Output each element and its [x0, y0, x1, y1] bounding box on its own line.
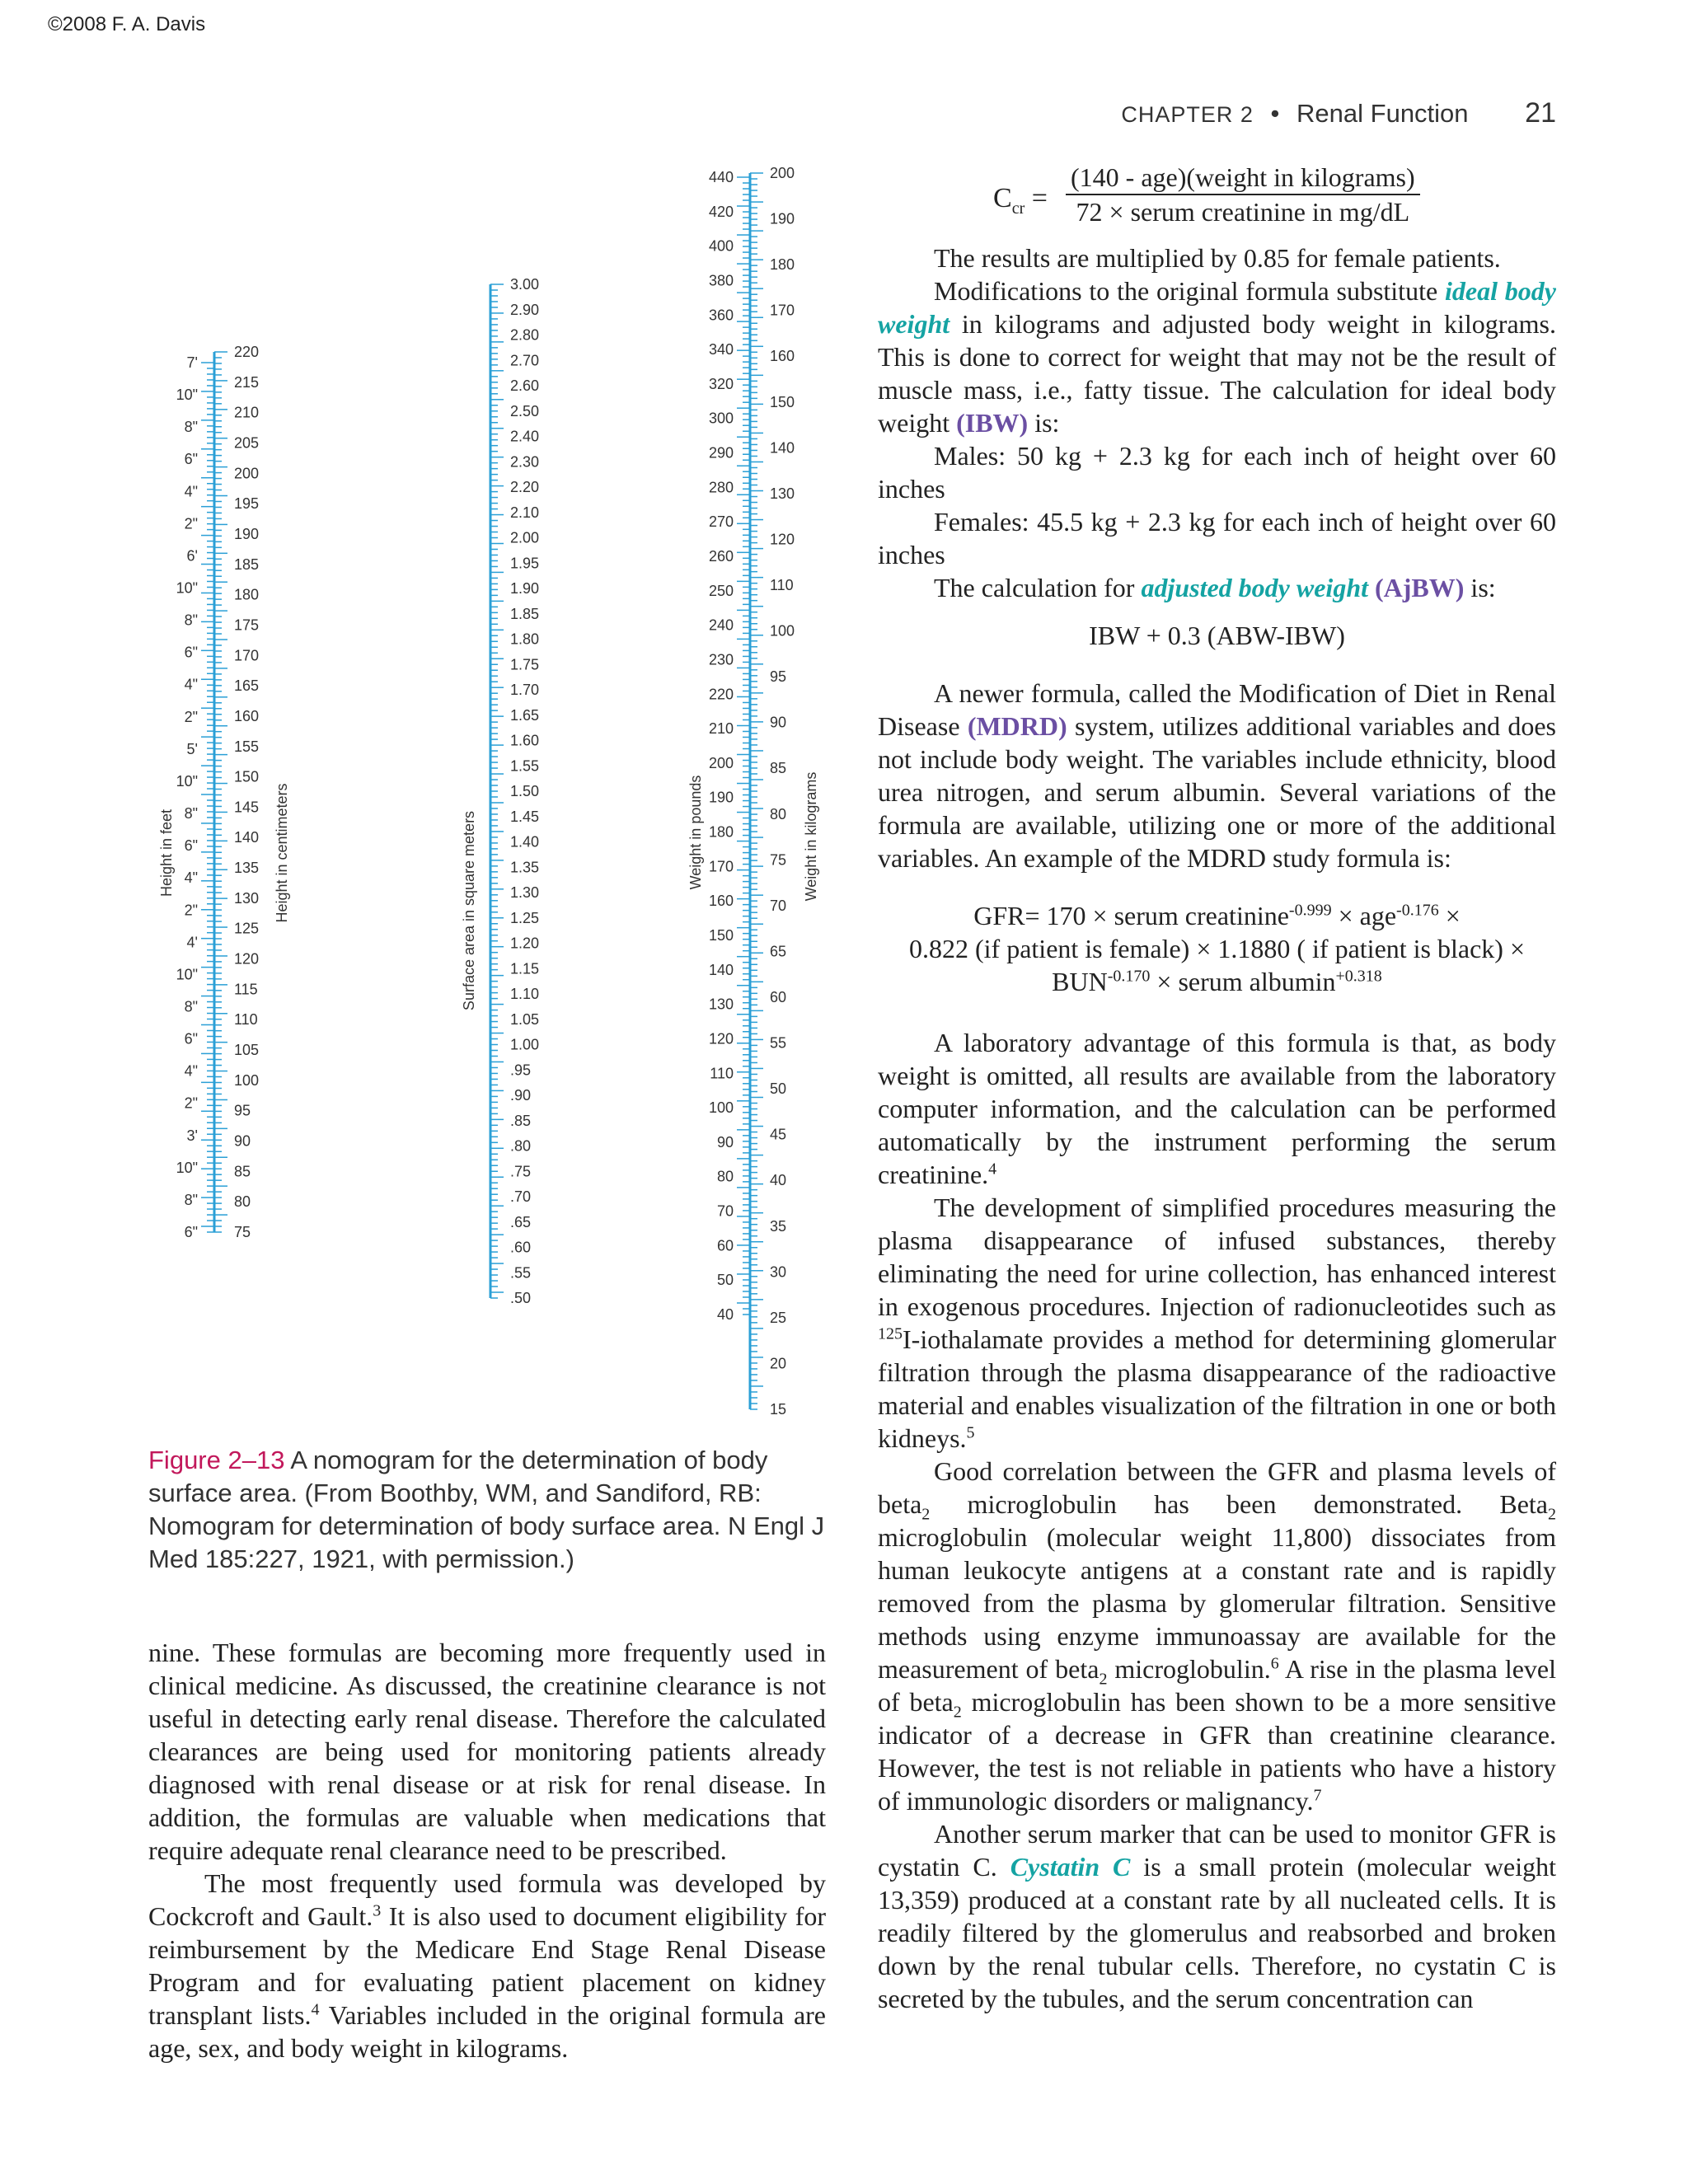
- numerator: (140 - age)(weight in kilograms): [1066, 161, 1420, 195]
- surface-area-tick-label: 1.80: [510, 630, 540, 648]
- surface-area-tick-label: 1.25: [510, 909, 540, 926]
- text: is:: [1464, 573, 1496, 602]
- text: × serum albumin: [1150, 967, 1336, 996]
- weight-lb-tick-label: 230: [708, 651, 734, 668]
- weight-kg-tick-label: 50: [770, 1080, 787, 1098]
- page-number: 21: [1525, 97, 1556, 129]
- height-feet-tick-label: 10": [176, 387, 198, 404]
- surface-area-tick-label: 1.90: [510, 580, 540, 597]
- height-feet-tick-label: 2": [184, 902, 198, 919]
- height-cm-tick-label: 150: [234, 768, 260, 785]
- surface-area-tick-label: 1.85: [510, 605, 540, 622]
- surface-area-tick-label: .90: [510, 1087, 532, 1104]
- reference: 7: [1313, 1786, 1322, 1805]
- height-cm-tick-label: 85: [234, 1163, 251, 1180]
- isotope-mass: 125: [878, 1324, 903, 1343]
- weight-lb-tick-label: 190: [708, 789, 734, 806]
- text: A newer formula, called the Modification of Diet in Renal Disease: [878, 678, 1556, 741]
- weight-kg-tick-label: 150: [770, 393, 795, 410]
- reference: 6: [1270, 1654, 1279, 1673]
- height-feet-tick-label: 4": [184, 1062, 198, 1080]
- height-cm-tick-label: 160: [234, 707, 260, 724]
- body-surface-area-nomogram: [124, 161, 824, 1430]
- surface-area-tick-label: 1.95: [510, 555, 540, 572]
- reference: 5: [966, 1423, 975, 1442]
- equals-sign: =: [1031, 183, 1048, 213]
- weight-kg-tick-label: 120: [770, 531, 795, 548]
- weight-kg-tick-label: 180: [770, 256, 795, 274]
- surface-area-tick-label: .95: [510, 1062, 532, 1079]
- text: I-iothalamate provides a method for determining glomerular filtration through the plasma disappearance of the radioactive material and enables visualization of the filtration in one or both kidneys.: [878, 1324, 1556, 1453]
- height-cm-tick-label: 195: [234, 495, 260, 513]
- weight-lb-tick-label: 400: [708, 237, 734, 255]
- weight-kg-tick-label: 100: [770, 622, 795, 640]
- weight-kg-tick-label: 55: [770, 1034, 787, 1052]
- adjusted-weight-formula: IBW + 0.3 (ABW-IBW): [1089, 621, 1345, 650]
- weight-lb-tick-label: 100: [708, 1099, 734, 1117]
- subscript: 2: [921, 1505, 931, 1524]
- height-cm-tick-label: 120: [234, 950, 260, 968]
- height-cm-tick-label: 80: [234, 1193, 251, 1211]
- text: The most frequently used formula was developed by Cockcroft and Gault.: [148, 1868, 826, 1931]
- text: The development of simplified procedures measuring the plasma disappearance of infused substances, thereby eliminating the need for urine collection, has enhanced interest in exogenous procedures. Injection of radionucleotides such as: [878, 1193, 1556, 1321]
- right-column: [878, 161, 1556, 2015]
- height-cm-tick-label: 125: [234, 920, 260, 937]
- weight-lb-tick-label: 270: [708, 513, 734, 531]
- paragraph: Males: 50 kg + 2.3 kg for each inch of height over 60 inches: [878, 441, 1556, 504]
- equation-line: [878, 899, 1556, 932]
- surface-area-tick-label: .55: [510, 1264, 532, 1282]
- height-cm-label: Height in centimeters: [274, 783, 290, 923]
- height-feet-tick-label: 4": [184, 676, 198, 693]
- weight-lb-tick-label: 70: [716, 1202, 734, 1220]
- height-feet-label: Height in feet: [158, 808, 175, 898]
- surface-area-tick-label: .85: [510, 1112, 532, 1129]
- weight-lb-tick-label: 280: [708, 479, 734, 496]
- height-feet-tick-label: 2": [184, 515, 198, 532]
- height-feet-tick-label: 6': [186, 547, 198, 565]
- surface-area-tick-label: 2.00: [510, 529, 540, 546]
- weight-kg-tick-label: 65: [770, 943, 787, 960]
- copyright-notice: ©2008 F. A. Davis: [48, 13, 206, 35]
- weight-lb-tick-label: 60: [716, 1237, 734, 1254]
- equation-line: 0.822 (if patient is female) × 1.1880 ( if patient is black) ×: [909, 934, 1525, 963]
- paragraph: [878, 1455, 1556, 1817]
- key-term-adjusted-body-weight: adjusted body weight: [1141, 573, 1368, 602]
- weight-lb-tick-label: 340: [708, 341, 734, 359]
- ccr-c: C: [993, 183, 1012, 213]
- weight-lb-tick-label: 210: [708, 720, 734, 738]
- figure-caption: [148, 1444, 841, 1576]
- surface-area-tick-label: .60: [510, 1239, 532, 1256]
- surface-area-tick-label: 1.05: [510, 1010, 540, 1028]
- abbrev-ibw: (IBW): [956, 408, 1029, 438]
- weight-kg-tick-label: 40: [770, 1172, 787, 1189]
- surface-area-tick-label: .70: [510, 1188, 532, 1205]
- weight-lb-tick-label: 300: [708, 410, 734, 427]
- weight-lb-tick-label: 180: [708, 823, 734, 841]
- subscript: 2: [1548, 1505, 1556, 1524]
- fraction: [1066, 161, 1420, 228]
- reference: 3: [373, 1901, 382, 1920]
- weight-kg-tick-label: 70: [770, 897, 787, 914]
- weight-lb-tick-label: 130: [708, 996, 734, 1013]
- height-cm-tick-label: 175: [234, 616, 260, 634]
- abbrev-mdrd: (MDRD): [967, 711, 1067, 741]
- surface-area-tick-label: 1.15: [510, 960, 540, 977]
- key-term-ideal-body-weight: ideal body weight: [878, 276, 1556, 339]
- reference: 4: [311, 2000, 320, 2019]
- height-feet-tick-label: 6": [184, 451, 198, 468]
- text: Good correlation between the GFR and plasma levels of beta: [878, 1456, 1556, 1519]
- text: Modifications to the original formula substitute: [934, 276, 1445, 306]
- weight-kg-tick-label: 25: [770, 1309, 787, 1326]
- weight-lb-tick-label: 360: [708, 307, 734, 324]
- weight-lb-tick-label: 110: [710, 1065, 734, 1082]
- weight-lb-tick-label: 240: [708, 616, 734, 634]
- weight-lb-tick-label: 50: [716, 1272, 734, 1289]
- exponent: -0.170: [1107, 967, 1151, 986]
- weight-lb-tick-label: 80: [716, 1168, 734, 1185]
- weight-lb-tick-label: 380: [708, 272, 734, 289]
- height-feet-tick-label: 10": [176, 579, 198, 597]
- text: in kilograms and adjusted body weight in kilograms. This is done to correct for weight that may not be the result of muscle mass, i.e., fatty tissue. The calculation for ideal body weight: [878, 309, 1556, 438]
- key-term-cystatin-c: Cystatin C: [1010, 1852, 1131, 1882]
- equation-line: [878, 965, 1556, 998]
- weight-lb-tick-label: 200: [708, 754, 734, 771]
- weight-kg-tick-label: 160: [770, 348, 795, 365]
- exponent: -0.176: [1396, 901, 1439, 920]
- height-cm-tick-label: 95: [234, 1102, 251, 1119]
- paragraph: [878, 1191, 1556, 1455]
- weight-lb-tick-label: 160: [708, 893, 734, 910]
- height-feet-tick-label: 4": [184, 869, 198, 887]
- height-feet-tick-label: 10": [176, 772, 198, 790]
- surface-area-tick-label: 3.00: [510, 276, 540, 293]
- surface-area-tick-label: .80: [510, 1137, 532, 1155]
- weight-lb-tick-label: 90: [716, 1133, 734, 1151]
- height-cm-tick-label: 140: [234, 829, 260, 846]
- weight-lb-tick-label: 120: [708, 1030, 734, 1047]
- surface-area-tick-label: 2.10: [510, 504, 540, 521]
- section-title: Renal Function: [1296, 99, 1469, 128]
- weight-kg-tick-label: 45: [770, 1126, 787, 1143]
- weight-kg-tick-label: 130: [770, 485, 795, 502]
- height-feet-tick-label: 6": [184, 837, 198, 855]
- height-cm-tick-label: 170: [234, 647, 260, 664]
- height-cm-tick-label: 190: [234, 525, 260, 542]
- text: system, utilizes additional variables and does not include body weight. The variables include ethnicity, blood urea nitrogen, and serum albumin. Several variations of the formula are available, utilizing one or more of the additional variables. An example of the MDRD study formula is:: [878, 711, 1557, 873]
- weight-lb-tick-label: 440: [708, 169, 734, 185]
- weight-kg-tick-label: 75: [770, 851, 787, 869]
- text: Variables included in the original formula are age, sex, and body weight in kilograms.: [148, 2000, 827, 2063]
- height-feet-tick-label: 6": [184, 644, 198, 661]
- text: microglobulin has been demonstrated. Beta: [930, 1489, 1548, 1519]
- surface-area-tick-label: 1.40: [510, 833, 540, 851]
- weight-kg-tick-label: 15: [770, 1401, 787, 1418]
- height-feet-tick-label: 8": [184, 805, 198, 823]
- weight-kg-tick-label: 20: [770, 1355, 787, 1372]
- paragraph: The results are multiplied by 0.85 for female patients.: [934, 243, 1501, 273]
- weight-kg-label: Weight in kilograms: [803, 771, 819, 902]
- text: It is also used to document eligibility for reimbursement by the Medicare End Stage Renal Disease Program and for evaluating patient placement on kidney transplant lists.: [148, 1901, 827, 2030]
- height-feet-tick-label: 2": [184, 708, 198, 725]
- height-feet-tick-label: 8": [184, 612, 198, 629]
- ccr-symbol: [993, 182, 1048, 218]
- height-cm-tick-label: 135: [234, 860, 260, 877]
- height-cm-tick-label: 110: [234, 1011, 258, 1029]
- weight-kg-tick-label: 190: [770, 210, 795, 227]
- weight-lb-tick-label: 420: [708, 203, 734, 220]
- text: is:: [1028, 408, 1060, 438]
- surface-area-tick-label: .75: [510, 1163, 532, 1180]
- weight-lb-tick-label: 220: [708, 686, 734, 703]
- weight-lb-tick-label: 150: [708, 927, 734, 944]
- denominator: 72 × serum creatinine in mg/dL: [1076, 197, 1410, 227]
- height-cm-tick-label: 130: [234, 889, 260, 907]
- text: BUN: [1052, 967, 1108, 996]
- text: ×: [1438, 901, 1461, 930]
- height-feet-tick-label: 8": [184, 1191, 198, 1208]
- paragraph: [878, 677, 1556, 874]
- weight-kg-tick-label: 170: [770, 302, 795, 319]
- surface-area-tick-label: 2.50: [510, 402, 540, 419]
- weight-kg-tick-label: 80: [770, 805, 787, 823]
- surface-area-tick-label: 1.75: [510, 656, 540, 673]
- abbrev-ajbw: (AjBW): [1375, 573, 1465, 602]
- surface-area-tick-label: 1.30: [510, 884, 540, 901]
- height-cm-tick-label: 165: [234, 677, 260, 695]
- running-head: [1121, 97, 1556, 129]
- bullet: •: [1270, 99, 1280, 128]
- surface-area-tick-label: 1.10: [510, 986, 540, 1002]
- surface-area-tick-label: 1.55: [510, 757, 540, 775]
- paragraph: [878, 274, 1556, 439]
- weight-lb-label: Weight in pounds: [687, 775, 704, 890]
- weight-lb-tick-label: 260: [708, 548, 734, 565]
- weight-lb-tick-label: 290: [708, 444, 734, 462]
- text: The calculation for: [934, 573, 1142, 602]
- weight-kg-tick-label: 95: [770, 668, 787, 686]
- text: × age: [1331, 901, 1397, 930]
- height-cm-tick-label: 105: [234, 1042, 260, 1059]
- exponent: -0.999: [1288, 901, 1332, 920]
- height-cm-tick-label: 220: [234, 344, 260, 360]
- subscript: 2: [953, 1703, 962, 1722]
- text: GFR= 170 × serum creatinine: [973, 901, 1289, 930]
- height-feet-tick-label: 10": [176, 1159, 198, 1176]
- reference: 4: [988, 1160, 997, 1179]
- surface-area-tick-label: .65: [510, 1213, 532, 1230]
- chapter-label: CHAPTER 2: [1121, 102, 1254, 127]
- paragraph: nine. These formulas are becoming more frequently used in clinical medicine. As discussed, the creatinine clearance is not useful in detecting early renal disease. Therefore the calculated clearances are being used for monitoring patients already diagnosed with renal disease or at risk for renal disease. In addition, the formulas are valuable when medications that require adequate renal clearance need to be prescribed.: [148, 1638, 826, 1865]
- text: microglobulin (molecular weight 11,800) dissociates from human leukocyte antigens at a constant rate and is rapidly removed from the plasma by glomerular filtration. Sensitive methods using enzyme immunoassay are available for the measurement of beta: [878, 1522, 1556, 1684]
- height-feet-tick-label: 4": [184, 483, 198, 500]
- height-feet-tick-label: 7': [186, 354, 198, 371]
- paragraph: [878, 1026, 1556, 1191]
- surface-area-tick-label: 1.00: [510, 1036, 540, 1053]
- surface-area-tick-label: 2.60: [510, 377, 540, 394]
- text: A rise in the plasma level of beta: [878, 1654, 1557, 1717]
- weight-kg-tick-label: 110: [770, 577, 794, 593]
- paragraph: [878, 571, 1556, 604]
- height-cm-tick-label: 90: [234, 1132, 251, 1150]
- surface-area-tick-label: 1.70: [510, 682, 540, 698]
- mdrd-equation: [878, 899, 1556, 998]
- height-cm-tick-label: 185: [234, 555, 260, 573]
- text: microglobulin has been shown to be a more sensitive indicator of a decrease in GFR than creatinine clearance. However, the test is not reliable in patients who have a history of immunologic disorders or malignancy.: [878, 1687, 1557, 1816]
- height-feet-tick-label: 6": [184, 1030, 198, 1047]
- weight-lb-tick-label: 250: [708, 582, 734, 599]
- surface-area-tick-label: 2.30: [510, 453, 540, 471]
- height-feet-tick-label: 8": [184, 998, 198, 1015]
- cockcroft-gault-equation: [878, 161, 1556, 235]
- surface-area-tick-label: 2.40: [510, 428, 540, 445]
- surface-area-tick-label: 1.65: [510, 706, 540, 724]
- height-cm-tick-label: 205: [234, 434, 260, 452]
- height-feet-tick-label: 6": [184, 1224, 198, 1240]
- surface-area-label: Surface area in square meters: [461, 810, 477, 1011]
- weight-lb-tick-label: 320: [708, 375, 734, 392]
- height-cm-tick-label: 180: [234, 586, 260, 603]
- height-feet-tick-label: 10": [176, 966, 198, 983]
- weight-lb-tick-label: 40: [716, 1306, 734, 1323]
- height-cm-tick-label: 75: [234, 1224, 251, 1240]
- paragraph: [878, 1817, 1556, 2015]
- height-feet-tick-label: 2": [184, 1094, 198, 1112]
- ccr-sub: cr: [1011, 199, 1025, 218]
- subscript: 2: [1099, 1670, 1108, 1689]
- paragraph: [148, 1867, 826, 2064]
- surface-area-tick-label: 2.20: [510, 479, 540, 495]
- height-feet-tick-label: 8": [184, 419, 198, 436]
- surface-area-tick-label: 2.80: [510, 326, 540, 344]
- height-feet-tick-label: 4': [186, 934, 198, 951]
- surface-area-tick-label: 1.60: [510, 732, 540, 749]
- height-cm-tick-label: 145: [234, 799, 260, 816]
- surface-area-tick-label: 1.20: [510, 935, 540, 952]
- weight-kg-tick-label: 30: [770, 1263, 787, 1281]
- text: microglobulin.: [1107, 1654, 1271, 1684]
- weight-kg-tick-label: 85: [770, 760, 787, 777]
- height-cm-tick-label: 210: [234, 404, 260, 421]
- surface-area-tick-label: 2.90: [510, 301, 540, 318]
- exponent: +0.318: [1335, 967, 1382, 986]
- height-cm-tick-label: 115: [234, 981, 258, 998]
- surface-area-tick-label: 1.50: [510, 783, 540, 799]
- height-cm-tick-label: 100: [234, 1071, 260, 1089]
- caption-text: A nomogram for the determination of body surface area. (From Boothby, WM, and Sandiford, RB: Nomogram for determination of body surface area. N Engl J Med 185:227, 1921, with permission.): [148, 1446, 825, 1573]
- weight-kg-tick-label: 90: [770, 714, 787, 731]
- height-cm-tick-label: 155: [234, 738, 260, 755]
- figure-label: Figure 2–13: [148, 1446, 285, 1474]
- weight-kg-tick-label: 35: [770, 1217, 787, 1235]
- height-cm-tick-label: 215: [234, 373, 260, 391]
- surface-area-tick-label: 2.70: [510, 352, 540, 369]
- left-column: [148, 1636, 826, 2064]
- weight-lb-tick-label: 170: [708, 858, 734, 875]
- height-feet-tick-label: 3': [186, 1127, 198, 1144]
- text: Another serum marker that can be used to monitor GFR is cystatin C.: [878, 1819, 1556, 1882]
- weight-kg-tick-label: 60: [770, 989, 787, 1005]
- surface-area-tick-label: .50: [510, 1290, 532, 1306]
- text: A laboratory advantage of this formula is that, as body weight is omitted, all results are available from the laboratory computer information, and the calculation can be performed automatically by the instrument performing the serum creatinine.: [878, 1028, 1556, 1189]
- surface-area-tick-label: 1.35: [510, 859, 540, 876]
- height-feet-tick-label: 5': [186, 740, 198, 757]
- text: is a small protein (molecular weight 13,359) produced at a constant rate by all nucleated cells. It is readily filtered by the glomerulus and reabsorbed and broken down by the renal tubular cells. Therefore, no cystatin C is secreted by the tubules, and the serum concentration can: [878, 1852, 1557, 2013]
- paragraph: Females: 45.5 kg + 2.3 kg for each inch of height over 60 inches: [878, 507, 1556, 569]
- height-cm-tick-label: 200: [234, 465, 260, 482]
- weight-kg-tick-label: 140: [770, 439, 795, 457]
- weight-kg-tick-label: 200: [770, 165, 795, 181]
- weight-lb-tick-label: 140: [708, 961, 734, 978]
- surface-area-tick-label: 1.45: [510, 808, 540, 825]
